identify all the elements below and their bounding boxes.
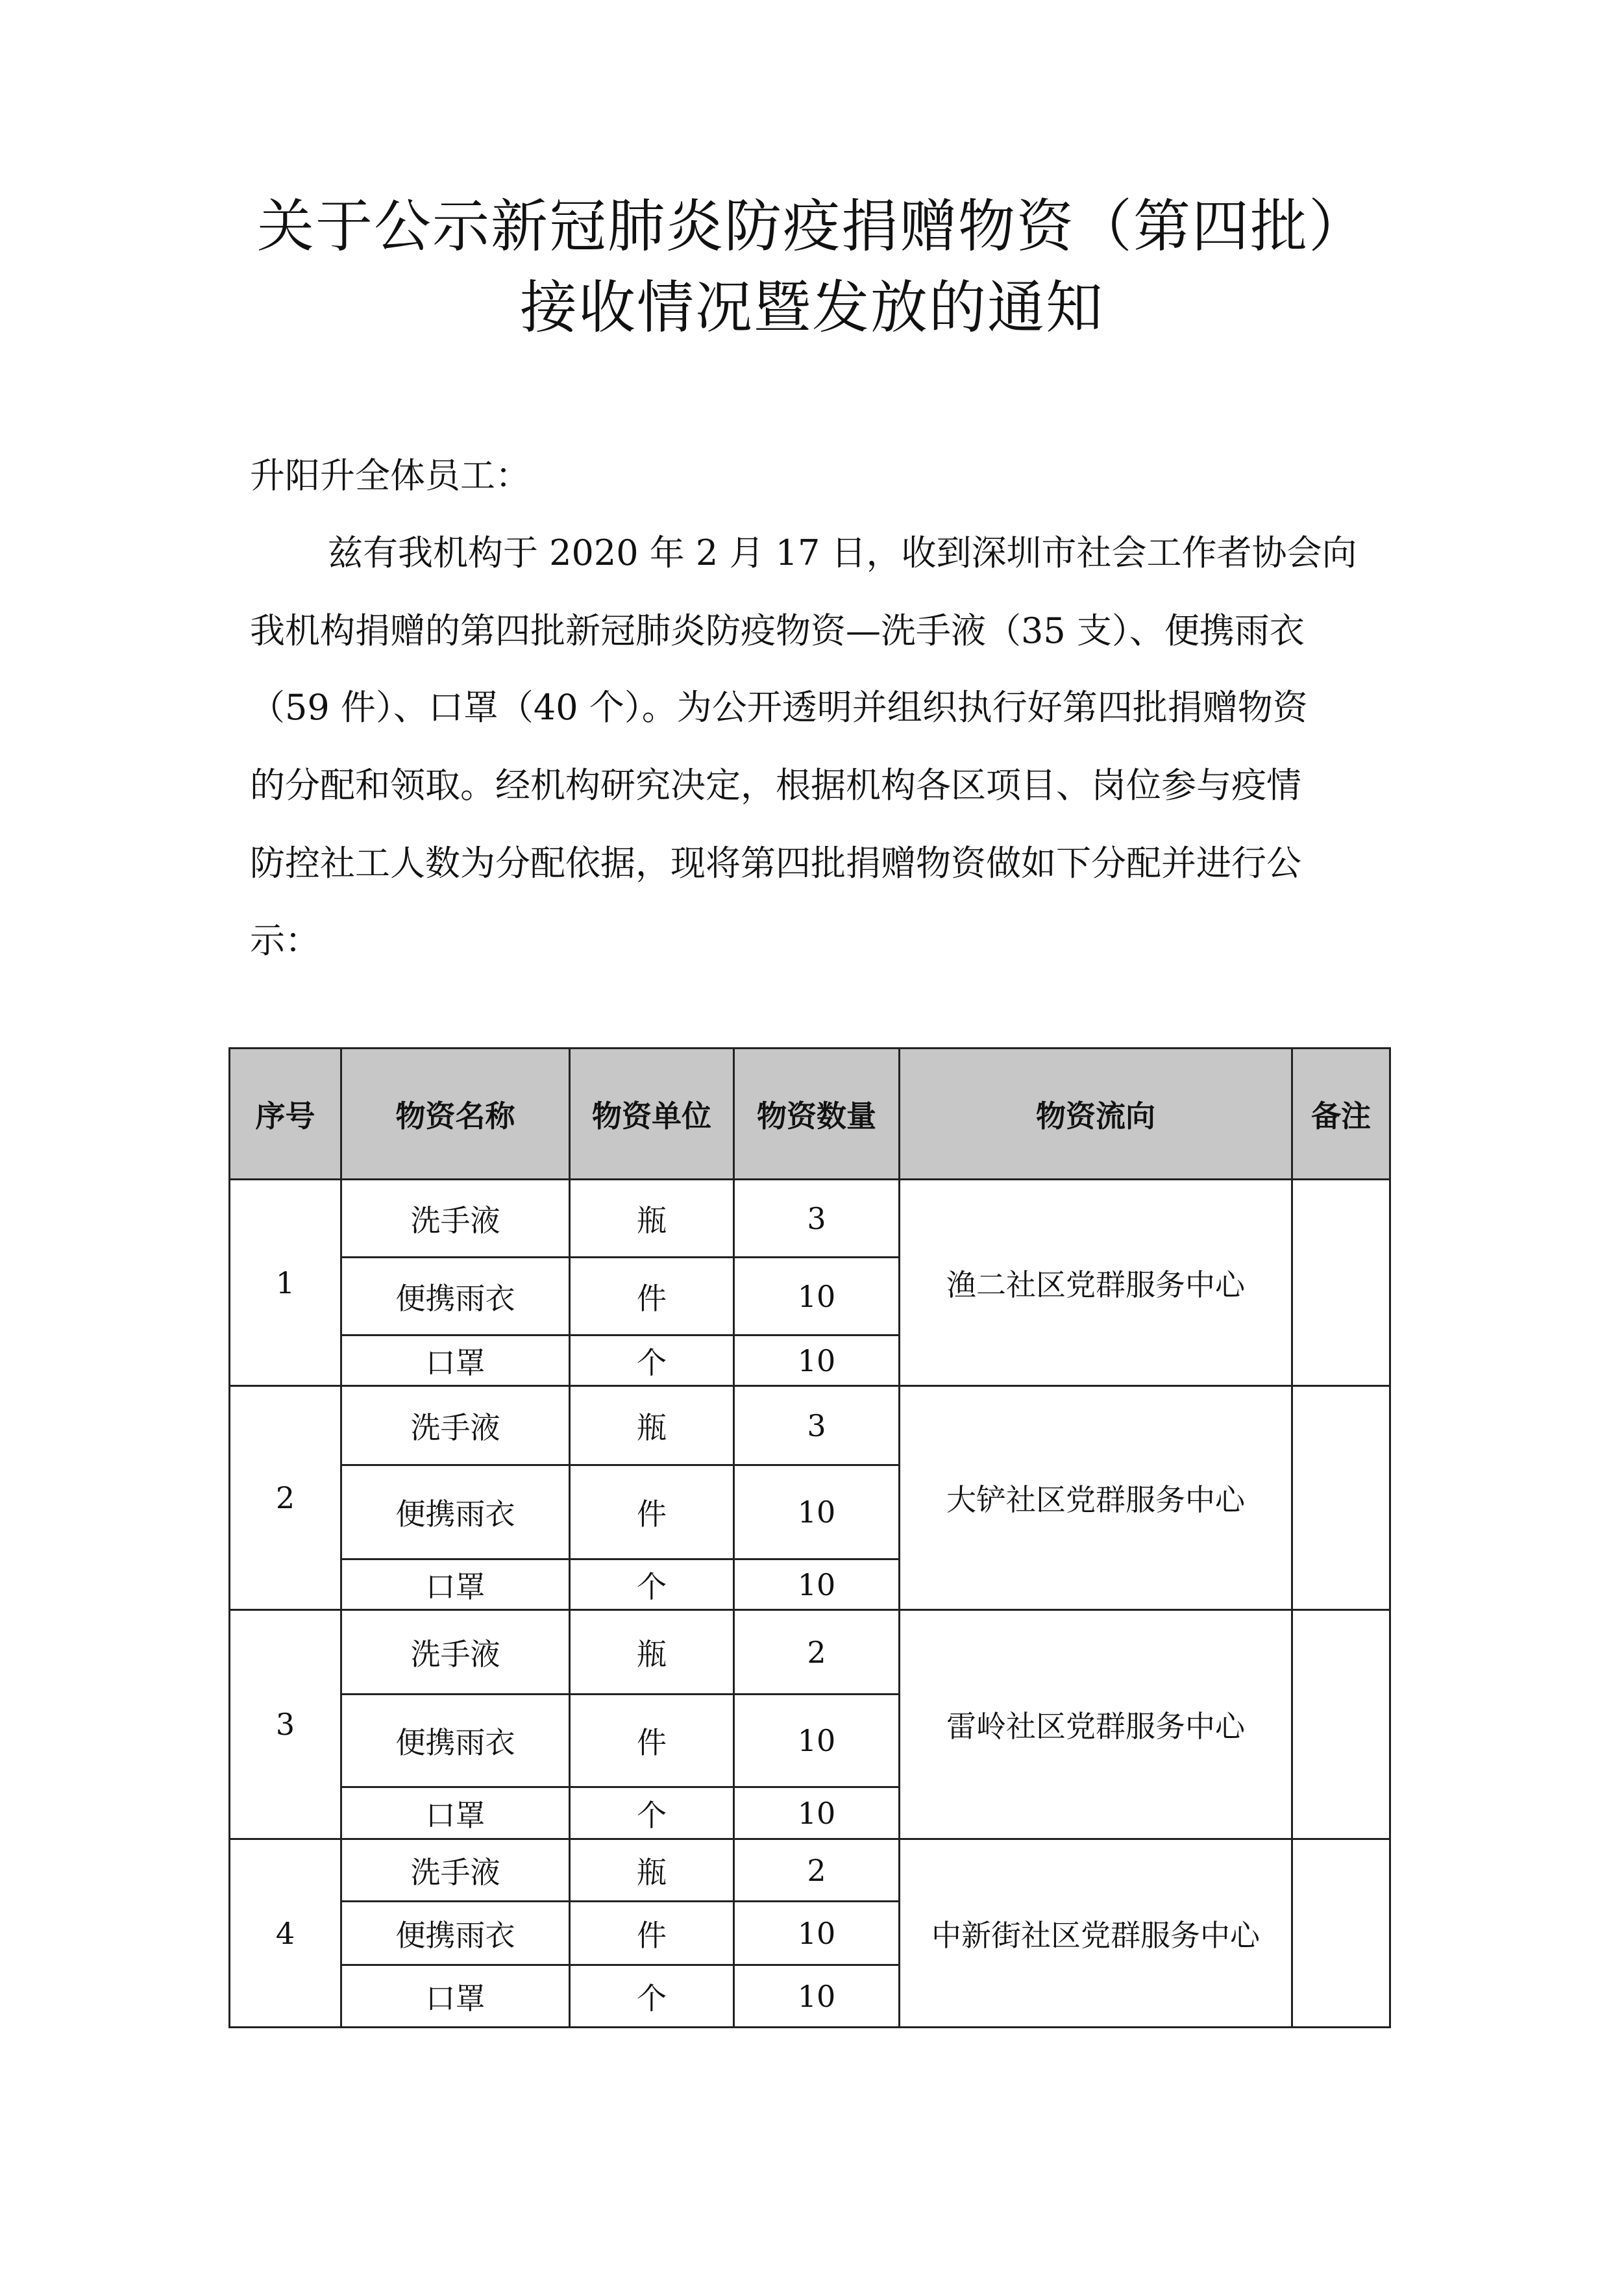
item-quantity: 10 [734,1258,900,1335]
item-quantity: 3 [734,1180,900,1258]
group-note [1292,1839,1390,2028]
item-name: 口罩 [341,1559,570,1610]
item-name: 便携雨衣 [341,1465,570,1559]
item-unit: 瓶 [570,1386,734,1465]
group-destination: 雷岭社区党群服务中心 [900,1610,1292,1839]
header-destination: 物资流向 [900,1049,1292,1180]
paragraph-line: （59 件）、口罩（40 个）。为公开透明并组织执行好第四批捐赠物资 [250,687,1308,728]
item-unit: 个 [570,1965,734,2028]
item-quantity: 10 [734,1787,900,1839]
distribution-table [228,1047,1391,2028]
item-name: 洗手液 [341,1839,570,1902]
item-quantity: 2 [734,1839,900,1902]
item-quantity: 2 [734,1610,900,1695]
group-number: 3 [230,1610,341,1839]
item-name: 口罩 [341,1335,570,1386]
table-row [230,1610,1390,1695]
item-unit: 瓶 [570,1610,734,1695]
item-unit: 瓶 [570,1839,734,1902]
table-header-row [230,1049,1390,1180]
group-note [1292,1180,1390,1386]
item-quantity: 10 [734,1965,900,2028]
paragraph-line: 防控社工人数为分配依据，现将第四批捐赠物资做如下分配并进行公 [250,843,1301,884]
item-unit: 件 [570,1902,734,1965]
item-name: 口罩 [341,1787,570,1839]
paragraph-line: 的分配和领取。经机构研究决定，根据机构各区项目、岗位参与疫情 [250,765,1301,806]
paragraph-line: 示： [250,920,320,961]
paragraph-line: 我机构捐赠的第四批新冠肺炎防疫物资—洗手液（35 支）、便携雨衣 [250,610,1305,651]
item-unit: 个 [570,1335,734,1386]
group-note [1292,1610,1390,1839]
header-note: 备注 [1292,1049,1390,1180]
item-unit: 件 [570,1695,734,1787]
item-unit: 瓶 [570,1180,734,1258]
header-unit: 物资单位 [570,1049,734,1180]
table-row [230,1386,1390,1465]
header-no: 序号 [230,1049,341,1180]
item-name: 便携雨衣 [341,1695,570,1787]
group-number: 1 [230,1180,341,1386]
item-name: 洗手液 [341,1180,570,1258]
header-quantity: 物资数量 [734,1049,900,1180]
group-destination: 渔二社区党群服务中心 [900,1180,1292,1386]
item-unit: 个 [570,1787,734,1839]
salutation: 升阳升全体员工： [250,455,530,496]
item-name: 便携雨衣 [341,1258,570,1335]
item-unit: 件 [570,1258,734,1335]
item-quantity: 3 [734,1386,900,1465]
group-number: 2 [230,1386,341,1610]
item-quantity: 10 [734,1559,900,1610]
item-quantity: 10 [734,1335,900,1386]
group-destination: 大铲社区党群服务中心 [900,1386,1292,1610]
item-unit: 件 [570,1465,734,1559]
item-name: 口罩 [341,1965,570,2028]
group-note [1292,1386,1390,1610]
paragraph-line: 兹有我机构于 2020 年 2 月 17 日，收到深圳市社会工作者协会向 [328,532,1357,573]
item-name: 便携雨衣 [341,1902,570,1965]
item-quantity: 10 [734,1695,900,1787]
table-row [230,1180,1390,1258]
table-row [230,1839,1390,1902]
header-item-name: 物资名称 [341,1049,570,1180]
item-quantity: 10 [734,1465,900,1559]
item-name: 洗手液 [341,1386,570,1465]
item-quantity: 10 [734,1902,900,1965]
group-number: 4 [230,1839,341,2028]
group-destination: 中新街社区党群服务中心 [900,1839,1292,2028]
item-name: 洗手液 [341,1610,570,1695]
item-unit: 个 [570,1559,734,1610]
document-title-line-2: 接收情况暨发放的通知 [519,274,1104,341]
document-title-line-1: 关于公示新冠肺炎防疫捐赠物资（第四批） [256,193,1367,260]
